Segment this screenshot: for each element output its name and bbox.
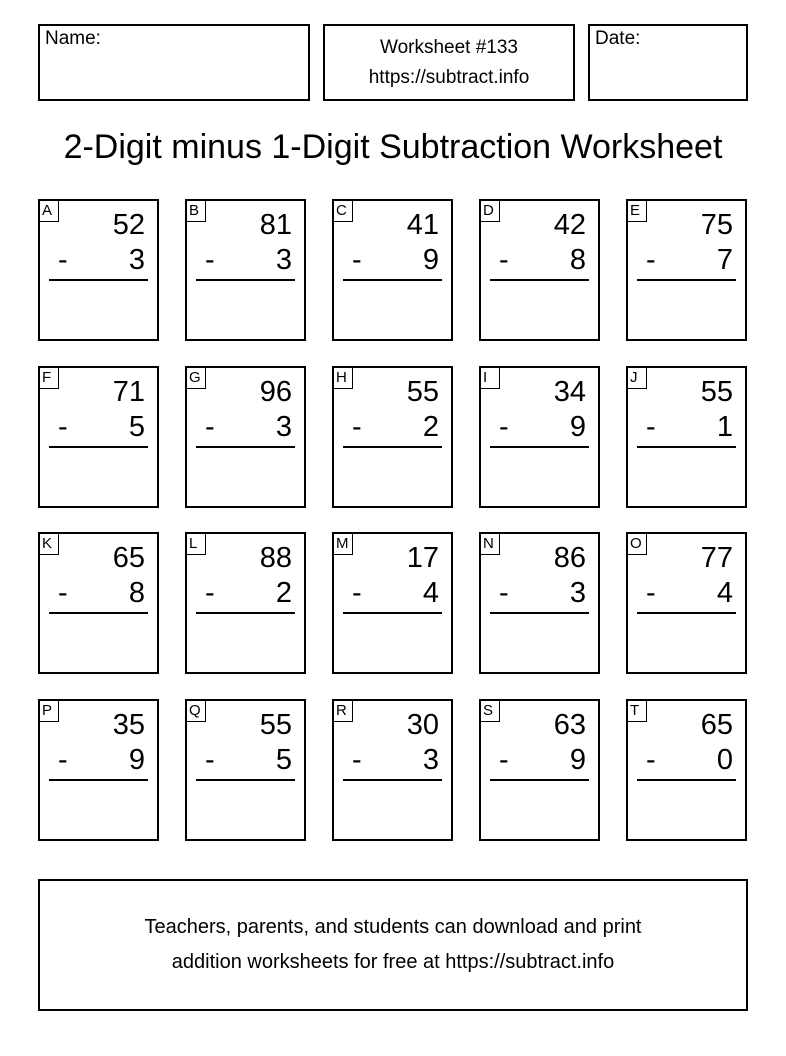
answer-line — [196, 779, 295, 781]
answer-line — [343, 446, 442, 448]
minuend: 75 — [700, 209, 733, 241]
minuend: 52 — [112, 209, 145, 241]
subtrahend: 8 — [128, 577, 145, 609]
problem-card[interactable] — [626, 199, 747, 341]
minus-sign: - — [646, 744, 656, 776]
problem-label: P — [39, 700, 59, 722]
problem-label: R — [333, 700, 353, 722]
problem-card[interactable] — [185, 199, 306, 341]
subtrahend: 7 — [716, 244, 733, 276]
minuend: 63 — [553, 709, 586, 741]
minus-sign: - — [352, 411, 362, 443]
minuend: 30 — [406, 709, 439, 741]
problem-card[interactable] — [479, 366, 600, 508]
problem-label: N — [480, 533, 500, 555]
minuend: 55 — [259, 709, 292, 741]
problem-label: E — [627, 200, 647, 222]
answer-line — [196, 279, 295, 281]
subtrahend: 3 — [275, 244, 292, 276]
minus-sign: - — [352, 244, 362, 276]
answer-line — [49, 612, 148, 614]
problem-card[interactable] — [185, 699, 306, 841]
answer-line — [637, 279, 736, 281]
minuend: 55 — [700, 376, 733, 408]
problem-card[interactable] — [626, 366, 747, 508]
subtrahend: 4 — [716, 577, 733, 609]
answer-line — [637, 779, 736, 781]
minus-sign: - — [499, 577, 509, 609]
problem-label: S — [480, 700, 500, 722]
answer-line — [490, 612, 589, 614]
subtrahend: 4 — [422, 577, 439, 609]
problem-card[interactable] — [38, 199, 159, 341]
minuend: 77 — [700, 542, 733, 574]
subtrahend: 5 — [275, 744, 292, 776]
answer-line — [343, 612, 442, 614]
answer-line — [49, 279, 148, 281]
subtrahend: 3 — [569, 577, 586, 609]
subtrahend: 3 — [275, 411, 292, 443]
worksheet-number: Worksheet #133 — [379, 36, 518, 58]
minus-sign: - — [499, 244, 509, 276]
minuend: 55 — [406, 376, 439, 408]
subtrahend: 9 — [569, 744, 586, 776]
answer-line — [49, 446, 148, 448]
date-label: Date: — [595, 28, 641, 49]
minuend: 34 — [553, 376, 586, 408]
problem-label: T — [627, 700, 647, 722]
answer-line — [343, 279, 442, 281]
minus-sign: - — [205, 244, 215, 276]
minuend: 65 — [112, 542, 145, 574]
minuend: 96 — [259, 376, 292, 408]
subtrahend: 8 — [569, 244, 586, 276]
minuend: 35 — [112, 709, 145, 741]
page-title: 2-Digit minus 1-Digit Subtraction Worksheet — [63, 128, 723, 166]
minus-sign: - — [58, 244, 68, 276]
answer-line — [49, 779, 148, 781]
subtrahend: 9 — [128, 744, 145, 776]
worksheet-url: https://subtract.info — [368, 66, 530, 88]
minuend: 88 — [259, 542, 292, 574]
footer-box — [38, 879, 748, 1011]
subtrahend: 5 — [128, 411, 145, 443]
minus-sign: - — [205, 411, 215, 443]
problem-label: M — [333, 533, 353, 555]
subtrahend: 0 — [716, 744, 733, 776]
minus-sign: - — [352, 577, 362, 609]
problem-card[interactable] — [185, 532, 306, 674]
minus-sign: - — [205, 577, 215, 609]
problem-label: G — [186, 367, 206, 389]
answer-line — [196, 446, 295, 448]
subtrahend: 9 — [569, 411, 586, 443]
minus-sign: - — [205, 744, 215, 776]
minus-sign: - — [646, 577, 656, 609]
problem-card[interactable] — [332, 199, 453, 341]
minuend: 41 — [406, 209, 439, 241]
minus-sign: - — [499, 411, 509, 443]
subtrahend: 2 — [422, 411, 439, 443]
problem-label: I — [480, 367, 500, 389]
problem-card[interactable] — [479, 699, 600, 841]
answer-line — [637, 612, 736, 614]
minuend: 81 — [259, 209, 292, 241]
answer-line — [637, 446, 736, 448]
minuend: 42 — [553, 209, 586, 241]
answer-line — [343, 779, 442, 781]
answer-line — [490, 779, 589, 781]
minus-sign: - — [646, 411, 656, 443]
problem-card[interactable] — [332, 532, 453, 674]
problem-card[interactable] — [479, 532, 600, 674]
problem-card[interactable] — [626, 699, 747, 841]
answer-line — [490, 279, 589, 281]
date-field[interactable] — [588, 24, 748, 101]
worksheet-info-box — [323, 24, 575, 101]
name-field[interactable] — [38, 24, 310, 101]
minus-sign: - — [58, 577, 68, 609]
problem-label: A — [39, 200, 59, 222]
subtrahend: 1 — [716, 411, 733, 443]
problem-card[interactable] — [38, 699, 159, 841]
problem-card[interactable] — [185, 366, 306, 508]
problem-label: F — [39, 367, 59, 389]
problem-card[interactable] — [626, 532, 747, 674]
problem-card[interactable] — [479, 199, 600, 341]
name-label: Name: — [45, 28, 101, 49]
minus-sign: - — [499, 744, 509, 776]
problem-card[interactable] — [332, 699, 453, 841]
subtrahend: 9 — [422, 244, 439, 276]
answer-line — [196, 612, 295, 614]
problem-label: C — [333, 200, 353, 222]
minus-sign: - — [646, 244, 656, 276]
problem-label: Q — [186, 700, 206, 722]
problem-label: K — [39, 533, 59, 555]
footer-line-1: Teachers, parents, and students can download and print — [144, 916, 642, 938]
problem-label: O — [627, 533, 647, 555]
problem-label: J — [627, 367, 647, 389]
minuend: 71 — [112, 376, 145, 408]
minuend: 86 — [553, 542, 586, 574]
minuend: 65 — [700, 709, 733, 741]
problem-label: B — [186, 200, 206, 222]
problem-card[interactable] — [38, 532, 159, 674]
subtrahend: 2 — [275, 577, 292, 609]
minus-sign: - — [58, 744, 68, 776]
footer-line-2: addition worksheets for free at https://subtract.info — [171, 951, 615, 973]
problem-label: H — [333, 367, 353, 389]
minus-sign: - — [352, 744, 362, 776]
minuend: 17 — [406, 542, 439, 574]
problem-label: L — [186, 533, 206, 555]
answer-line — [490, 446, 589, 448]
subtrahend: 3 — [128, 244, 145, 276]
problem-card[interactable] — [332, 366, 453, 508]
subtrahend: 3 — [422, 744, 439, 776]
problem-card[interactable] — [38, 366, 159, 508]
problem-label: D — [480, 200, 500, 222]
minus-sign: - — [58, 411, 68, 443]
